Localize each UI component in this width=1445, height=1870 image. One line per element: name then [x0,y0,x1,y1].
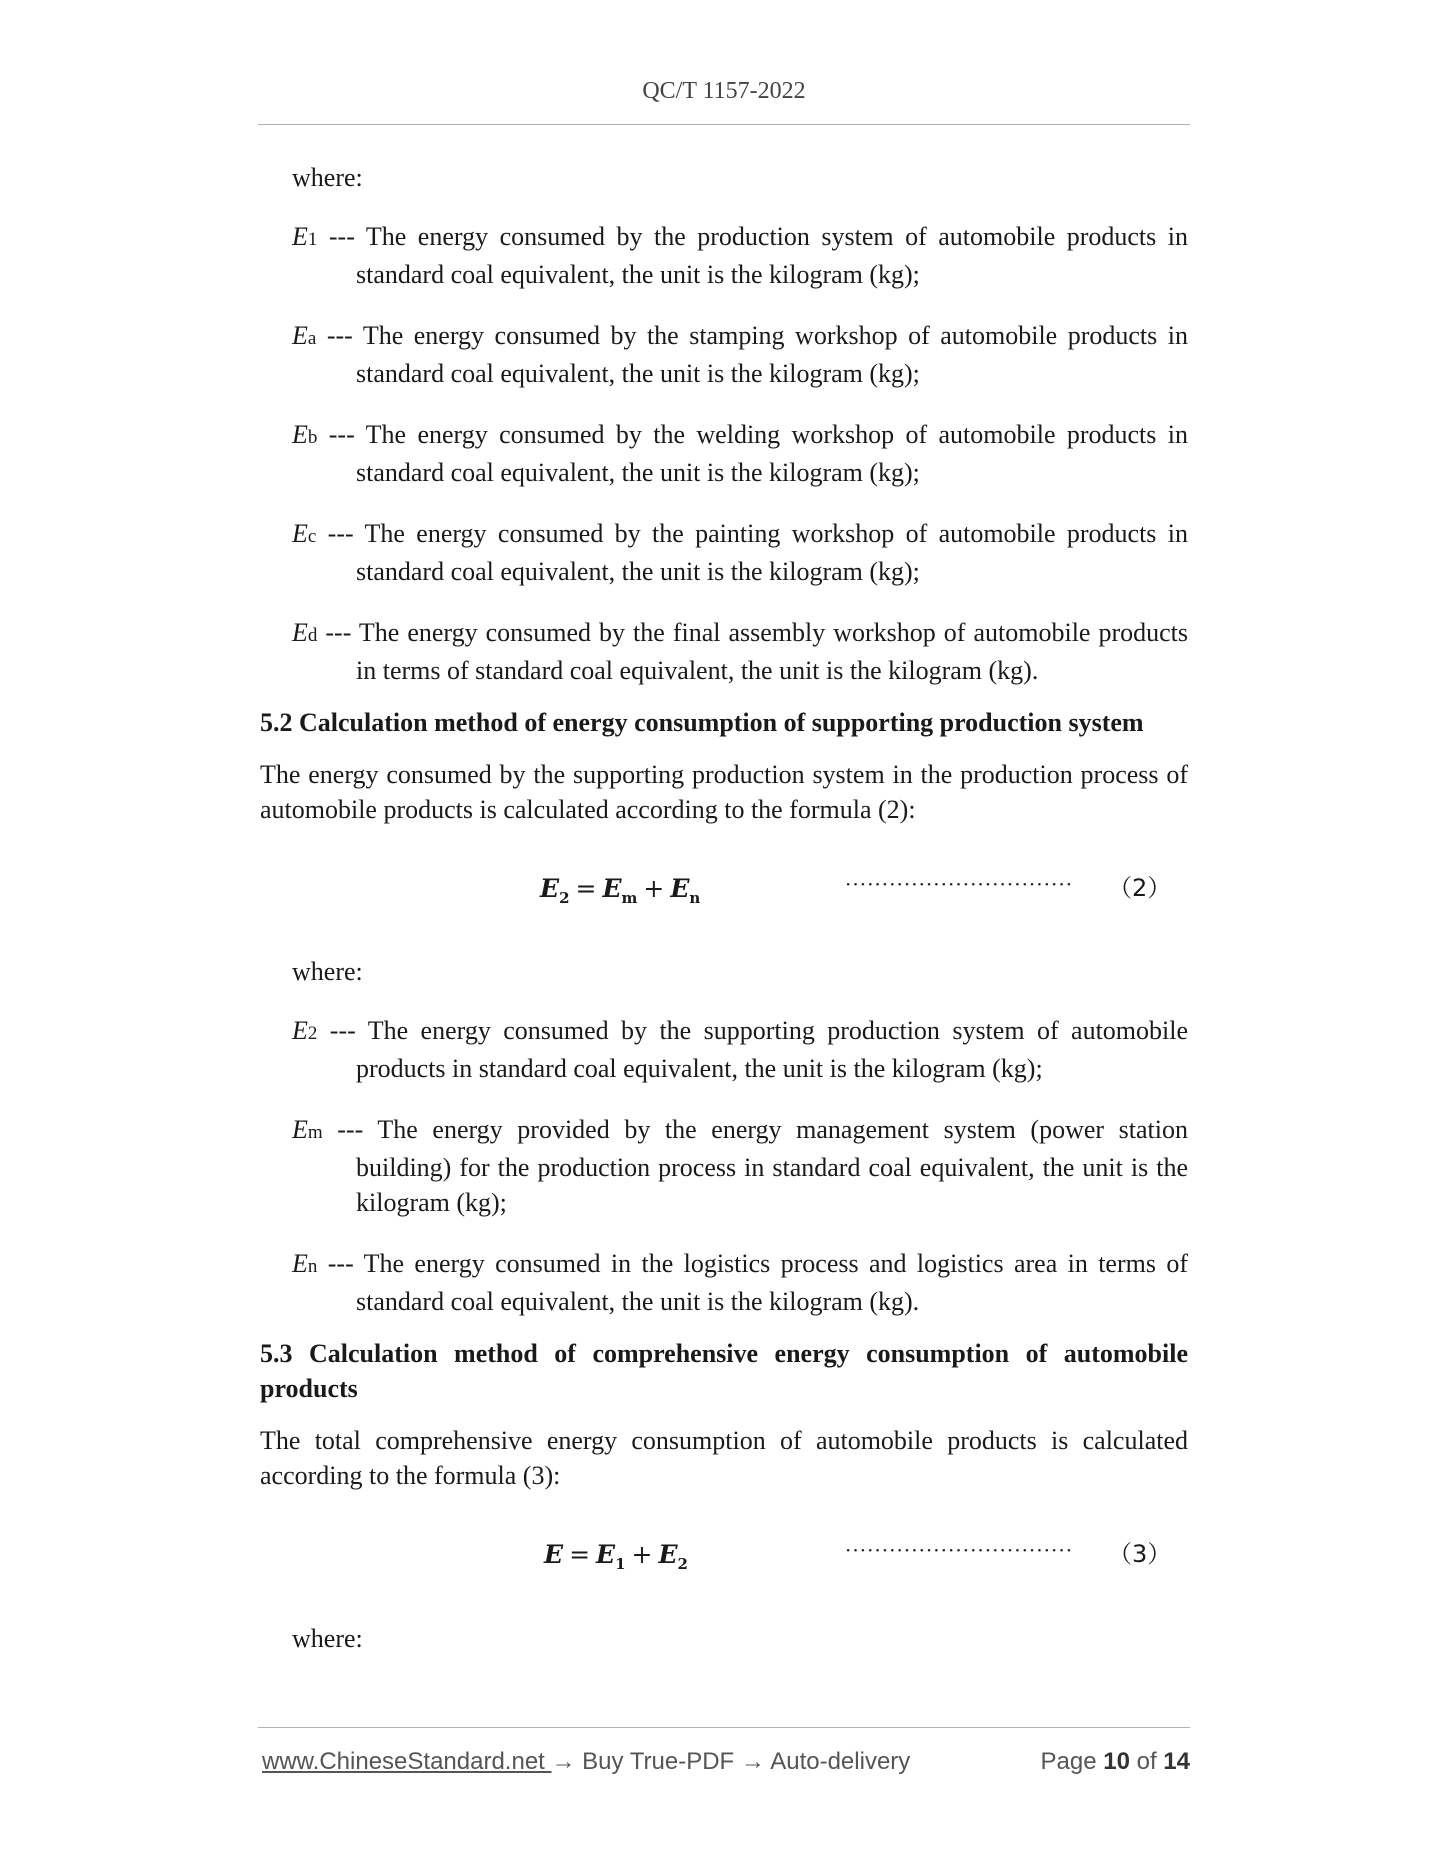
definition-eb: Eb --- The energy consumed by the welding workshop of automobile products in standard coal equivalent, the unit is the kilogram (kg); [292,420,1188,487]
formula-3 [260,1537,1188,1577]
header-divider [258,124,1190,125]
page-indicator: Page 10 of 14 [1040,1748,1190,1775]
definition-list-1 [260,219,1188,688]
where-label-2: where: [292,957,363,986]
formula-2-number: （2） [1108,874,1172,902]
definition-em: Em --- The energy provided by the energy management system (power station building) for the production process in standard coal equivalent, the unit is the kilogram (kg); [292,1115,1188,1217]
formula-3-expression: $E = E_1 + E_2$ [544,1540,688,1573]
definition-e1: E1 --- The energy consumed by the production system of automobile products in standard coal equivalent, the unit is the kilogram (kg); [292,222,1188,289]
current-page-number: 10 [1103,1748,1130,1775]
section-5-2-intro: The energy consumed by the supporting production system in the production process of automobile products is calculated according to the formula (2): [260,760,1188,824]
where-label-1: where: [292,163,363,192]
symbol: E1 [292,222,318,251]
document-header: QC/T 1157-2022 [642,78,806,104]
section-heading-5-3: 5.3 Calculation method of comprehensive energy consumption of automobile products [260,1339,1188,1403]
definition-list-2 [260,1013,1188,1319]
arrow-right-icon: → [740,1748,765,1775]
chinesestandard-link[interactable]: www.ChineseStandard.net [262,1748,552,1775]
definition-ed: Ed --- The energy consumed by the final assembly workshop of automobile products in terms of standard coal equivalent, the unit is the kilogram (kg). [292,618,1188,685]
symbol: Ea [292,321,317,350]
page-content [260,160,1188,1656]
section-5-3-intro: The total comprehensive energy consumption of automobile products is calculated according to the formula (3): [260,1426,1188,1490]
footer-divider [258,1727,1190,1728]
symbol: Ec [292,519,317,548]
symbol: Em [292,1115,323,1144]
section-heading-5-2: 5.2 Calculation method of energy consumption of supporting production system [260,708,1144,737]
total-pages: 14 [1163,1748,1190,1775]
arrow-right-icon: → [551,1748,576,1775]
where-label-3: where: [292,1624,363,1653]
symbol: E2 [292,1016,318,1045]
symbol: En [292,1249,318,1278]
definition-ec: Ec --- The energy consumed by the painting workshop of automobile products in standard coal equivalent, the unit is the kilogram (kg); [292,519,1188,586]
definition-e2: E2 --- The energy consumed by the supporting production system of automobile products in standard coal equivalent, the unit is the kilogram (kg); [292,1016,1188,1083]
formula-2-expression: $E_2 = E_m + E_n$ [540,874,701,907]
buy-pdf-text: Buy True-PDF [575,1748,741,1775]
symbol: Ed [292,618,318,647]
definition-ea: Ea --- The energy consumed by the stamping workshop of automobile products in standard coal equivalent, the unit is the kilogram (kg); [292,321,1188,388]
formula-2 [260,871,1188,911]
formula-3-number: （3） [1108,1540,1172,1568]
auto-delivery-text: Auto-delivery [764,1748,911,1775]
formula-2-leader-dots: ······························· [845,872,1074,896]
definition-en: En --- The energy consumed in the logistics process and logistics area in terms of standard coal equivalent, the unit is the kilogram (kg). [292,1249,1188,1316]
formula-3-leader-dots: ······························· [845,1538,1074,1562]
page-footer [262,1748,1190,1776]
symbol: Eb [292,420,318,449]
